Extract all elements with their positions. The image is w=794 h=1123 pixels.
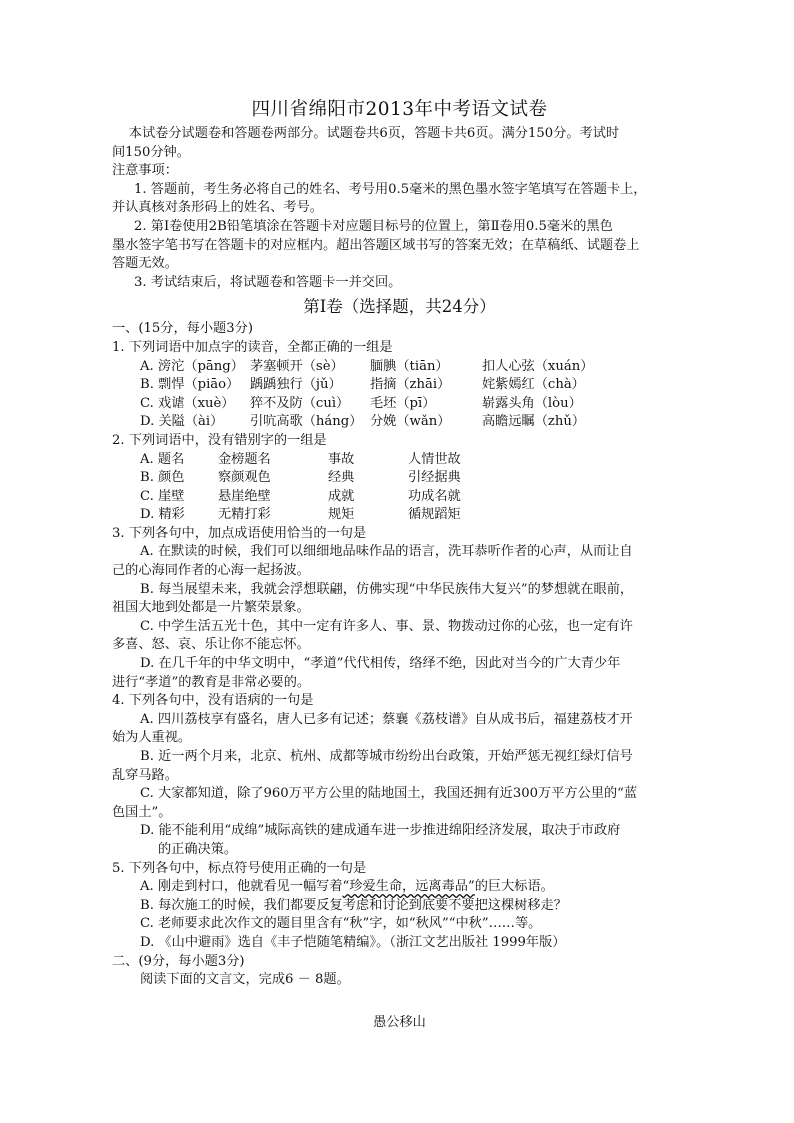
section-2-instruction: 阅读下面的文言文，完成6 － 8题。 <box>140 972 350 988</box>
q5-a-post: 的巨大标语。 <box>474 879 554 895</box>
notice-2-cont: 墨水签字笔书写在答题卡的对应框内。超出答题区域书写的答案无效；在草稿纸、试题卷上 <box>112 237 640 253</box>
notice-1: 1. 答题前，考生务必将自己的姓名、考号用0.5毫米的黑色墨水签字笔填写在答题卡上， <box>134 181 647 197</box>
q3-d: D. 在几千年的中华文明中，“孝道”代代相传，络绎不绝，因此对当今的广大青少年 <box>140 656 621 672</box>
q4-a-cont: 始为人重视。 <box>112 730 192 746</box>
q2-a-1: A. 题名 <box>140 451 185 467</box>
q2-d-4: 循规蹈矩 <box>408 507 461 523</box>
q2-a-4: 人情世故 <box>408 451 461 467</box>
q5-a <box>112 878 687 897</box>
q2-c-2: 悬崖绝壁 <box>218 488 271 504</box>
q1-c-1: C. 戏谑（xuè） <box>140 395 235 411</box>
q5-c: C. 老师要求此次作文的题目里含有“秋”字，如“秋风”“中秋”……等。 <box>140 916 542 932</box>
q3-c: C. 中学生活五光十色，其中一定有许多人、事、景、物拨动过你的心弦，也一定有许 <box>140 618 633 634</box>
q3-a: A. 在默读的时候，我们可以细细地品味作品的语言，洗耳恭听作者的心声，从而让自 <box>140 544 633 560</box>
section-2-heading: 二、(9分，每小题3分) <box>112 953 245 969</box>
q1-option-b <box>112 376 687 395</box>
q4-c: C. 大家都知道，除了960万平方公里的陆地国土，我国还拥有近300万平方公里的“蓝 <box>140 786 638 802</box>
q2-option-d <box>112 506 687 525</box>
q2-b-3: 经典 <box>328 470 355 486</box>
section-1-heading: 一、(15分，每小题3分) <box>112 321 253 337</box>
question-3-stem: 3. 下列各句中，加点成语使用恰当的一句是 <box>112 525 367 541</box>
q1-option-d <box>112 413 687 432</box>
q1-a-1: A. 滂沱（pāng） <box>140 358 244 374</box>
q4-d: D. 能不能利用“成绵”城际高铁的建成通车进一步推进绵阳经济发展，取决于市政府 <box>140 823 621 839</box>
question-2-stem: 2. 下列词语中，没有错别字的一组是 <box>112 432 327 448</box>
q4-c-cont: 色国土”。 <box>112 804 172 820</box>
q2-c-1: C. 崖壁 <box>140 488 185 504</box>
q1-c-3: 毛坯（pī） <box>370 395 436 411</box>
notice-1-cont: 并认真核对条形码上的姓名、考号。 <box>112 200 323 216</box>
question-4-stem: 4. 下列各句中，没有语病的一句是 <box>112 693 314 709</box>
q5-b: B. 每次施工的时候，我们都要反复考虑和讨论到底要不要把这棵树移走？ <box>140 897 567 913</box>
q2-option-c <box>112 488 687 507</box>
q2-d-1: D. 精彩 <box>140 507 185 523</box>
intro-line-2: 间150分钟。 <box>112 144 190 160</box>
q1-c-2: 猝不及防（cuì） <box>250 395 350 411</box>
q2-b-1: B. 颜色 <box>140 470 185 486</box>
question-5-stem: 5. 下列各句中，标点符号使用正确的一句是 <box>112 860 367 876</box>
exam-title: 四川省绵阳市2013年中考语文试卷 <box>251 99 548 120</box>
q5-d: D. 《山中避雨》选自《丰子恺随笔精编》。（浙江文艺出版社 1999年版） <box>140 934 566 950</box>
q4-b: B. 近一两个月来，北京、杭州、成都等城市纷纷出台政策，开始严惩无视红绿灯信号 <box>140 749 633 764</box>
q1-c-4: 崭露头角（lòu） <box>482 395 582 411</box>
q2-d-2: 无精打彩 <box>218 507 271 523</box>
q2-option-b <box>112 469 687 488</box>
q2-d-3: 规矩 <box>328 507 355 523</box>
q1-option-a <box>112 358 687 377</box>
q5-a-pre: A. 刚走到村口，他就看见一幅写着 <box>140 879 343 895</box>
notice-2: 2. 第Ⅰ卷使用2B铅笔填涂在答题卡对应题目标号的位置上，第Ⅱ卷用0.5毫米的黑色 <box>134 218 613 234</box>
q4-d-cont: 的正确决策。 <box>158 841 238 857</box>
q2-b-4: 引经据典 <box>408 470 461 486</box>
q1-a-4: 扣人心弦（xuán） <box>482 358 594 374</box>
q2-a-2: 金榜题名 <box>218 451 271 467</box>
q1-d-3: 分娩（wǎn） <box>370 414 451 430</box>
q1-d-4: 高瞻远瞩（zhǔ） <box>482 414 586 430</box>
q4-b-cont: 乱穿马路。 <box>112 767 178 783</box>
q1-b-1: B. 剽悍（piāo） <box>140 377 240 393</box>
q1-d-1: D. 关隘（ài） <box>140 414 224 430</box>
q3-b-cont: 祖国大地到处都是一片繁荣景象。 <box>112 600 310 616</box>
q3-b: B. 每当展望未来，我就会浮想联翩，仿佛实现“中华民族伟大复兴”的梦想就在眼前， <box>140 581 634 597</box>
q3-d-cont: 进行“孝道”的教育是非常必要的。 <box>112 674 311 690</box>
q1-a-2: 茅塞顿开（sè） <box>250 358 344 374</box>
q1-b-4: 姹紫嫣红（chà） <box>482 377 585 393</box>
passage-title: 愚公移山 <box>373 1014 426 1030</box>
notice-3: 3. 考试结束后，将试题卷和答题卡一并交回。 <box>134 274 402 290</box>
q1-option-c <box>112 395 687 414</box>
q3-a-cont: 己的心海同作者的心海一起扬波。 <box>112 563 310 579</box>
q1-b-2: 踽踽独行（jǔ） <box>250 377 342 393</box>
q1-a-3: 腼腆（tiān） <box>370 358 449 374</box>
question-1-stem: 1. 下列词语中加点字的读音，全都正确的一组是 <box>112 339 393 355</box>
q2-b-2: 察颜观色 <box>218 470 271 486</box>
part1-title: 第Ⅰ卷（选择题，共24分） <box>303 297 496 317</box>
q2-c-3: 成就 <box>328 488 355 504</box>
q4-a: A. 四川荔枝享有盛名，唐人已多有记述；蔡襄《荔枝谱》自从成书后，福建荔枝才开 <box>140 711 633 727</box>
q2-c-4: 功成名就 <box>408 488 461 504</box>
q2-option-a <box>112 451 687 470</box>
notice-heading: 注意事项： <box>112 163 178 179</box>
intro-line-1: 本试卷分试题卷和答题卷两部分。试题卷共6页，答题卡共6页。满分150分。考试时 <box>112 126 620 141</box>
q1-b-3: 指摘（zhāi） <box>370 377 451 393</box>
q5-a-marked: “珍爱生命，远离毒品” <box>342 879 475 895</box>
q1-d-2: 引吭高歌（háng） <box>250 414 363 430</box>
q2-a-3: 事故 <box>328 451 355 467</box>
notice-2-cont2: 答题无效。 <box>112 256 178 272</box>
q3-c-cont: 多喜、怒、哀、乐让你不能忘怀。 <box>112 637 310 653</box>
exam-page <box>112 95 687 1032</box>
